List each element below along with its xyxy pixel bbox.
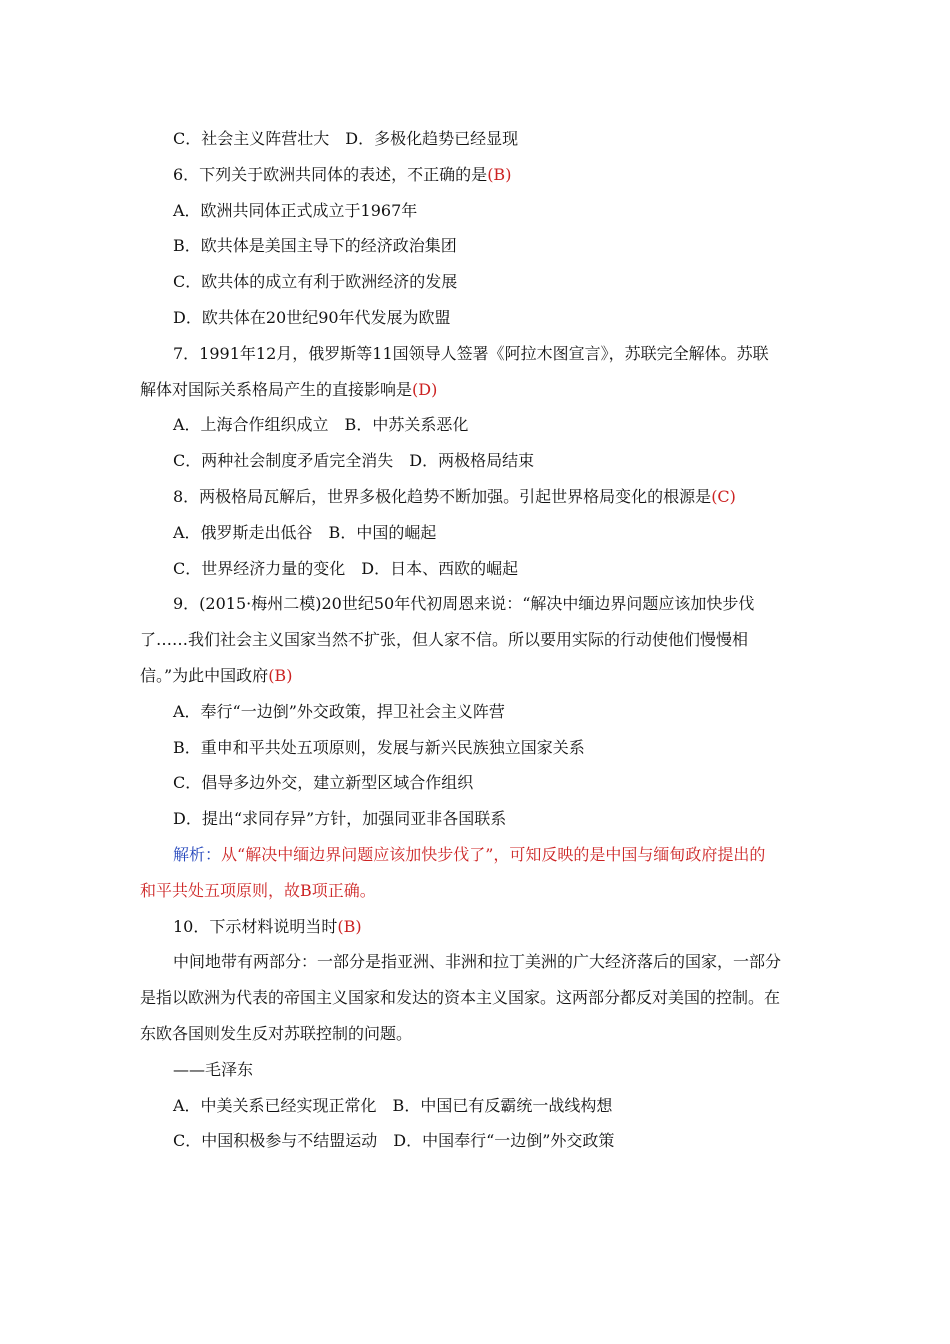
q10-stem: [140, 909, 812, 945]
q7-answer: (D): [412, 379, 438, 399]
q10-option-cd: C．中国积极参与不结盟运动 D．中国奉行“一边倒”外交政策: [173, 1131, 615, 1151]
q7-option-ab: A．上海合作组织成立 B．中苏关系恶化: [173, 415, 469, 435]
q8-option-ab: A．俄罗斯走出低谷 B．中国的崛起: [173, 522, 437, 542]
q10-material-source: ——毛泽东: [173, 1059, 254, 1079]
q9-option-a: A．奉行“一边倒”外交政策，捍卫社会主义阵营: [173, 701, 505, 721]
q10-answer: (B): [337, 916, 362, 936]
q8-option-cd: C．世界经济力量的变化 D．日本、西欧的崛起: [173, 558, 519, 578]
q9-option-c: C．倡导多边外交，建立新型区域合作组织: [173, 773, 474, 793]
q9-stem-text: 信。”为此中国政府: [140, 665, 269, 685]
q7-stem-line2: [140, 372, 812, 408]
q6-stem-text: 6．下列关于欧洲共同体的表述，不正确的是: [173, 164, 488, 184]
q10-material-line2: 是指以欧洲为代表的帝国主义国家和发达的资本主义国家。这两部分都反对美国的控制。在: [140, 988, 781, 1008]
q6-option-b: B．欧共体是美国主导下的经济政治集团: [173, 236, 457, 256]
question-content: [140, 121, 812, 1159]
q6-option-c: C．欧共体的成立有利于欧洲经济的发展: [173, 272, 458, 292]
q9-stem-line3: [140, 658, 812, 694]
q9-option-d: D．提出“求同存异”方针，加强同亚非各国联系: [173, 809, 507, 829]
q7-option-cd: C．两种社会制度矛盾完全消失 D．两极格局结束: [173, 451, 535, 471]
q9-option-b: B．重申和平共处五项原则，发展与新兴民族独立国家关系: [173, 737, 585, 757]
q10-stem-text: 10．下示材料说明当时: [173, 916, 338, 936]
q10-material-line3: 东欧各国则发生反对苏联控制的问题。: [140, 1023, 413, 1043]
q6-option-a: A．欧洲共同体正式成立于1967年: [173, 200, 418, 220]
q8-answer: (C): [711, 486, 736, 506]
analysis-label: 解析：: [173, 844, 222, 864]
analysis-line2: 和平共处五项原则，故B项正确。: [140, 880, 376, 900]
q6-option-d: D．欧共体在20世纪90年代发展为欧盟: [173, 307, 451, 327]
analysis-text-1: 从“解决中缅边界问题应该加快步伐了”，可知反映的是中国与缅甸政府提出的: [221, 844, 766, 864]
q7-stem-line1: 7．1991年12月，俄罗斯等11国领导人签署《阿拉木图宣言》，苏联完全解体。苏联: [173, 343, 769, 363]
q9-stem-line1: 9．(2015·梅州二模)20世纪50年代初周恩来说：“解决中缅边界问题应该加快步伐: [173, 594, 755, 614]
analysis-line1: [140, 837, 812, 873]
q9-stem-line2: 了……我们社会主义国家当然不扩张，但人家不信。所以要用实际的行动使他们慢慢相: [140, 630, 749, 650]
q5-option-cd: C．社会主义阵营壮大 D．多极化趋势已经显现: [173, 129, 519, 148]
q7-stem-text: 解体对国际关系格局产生的直接影响是: [140, 379, 413, 399]
q9-answer: (B): [268, 665, 293, 685]
q8-stem-text: 8．两极格局瓦解后，世界多极化趋势不断加强。引起世界格局变化的根源是: [173, 486, 712, 506]
q6-stem: [140, 157, 812, 193]
q6-answer: (B): [487, 164, 512, 184]
q10-option-ab: A．中美关系已经实现正常化 B．中国已有反霸统一战线构想: [173, 1095, 613, 1115]
q10-material-line1: 中间地带有两部分：一部分是指亚洲、非洲和拉丁美洲的广大经济落后的国家，一部分: [173, 952, 782, 972]
q8-stem: [140, 479, 812, 515]
